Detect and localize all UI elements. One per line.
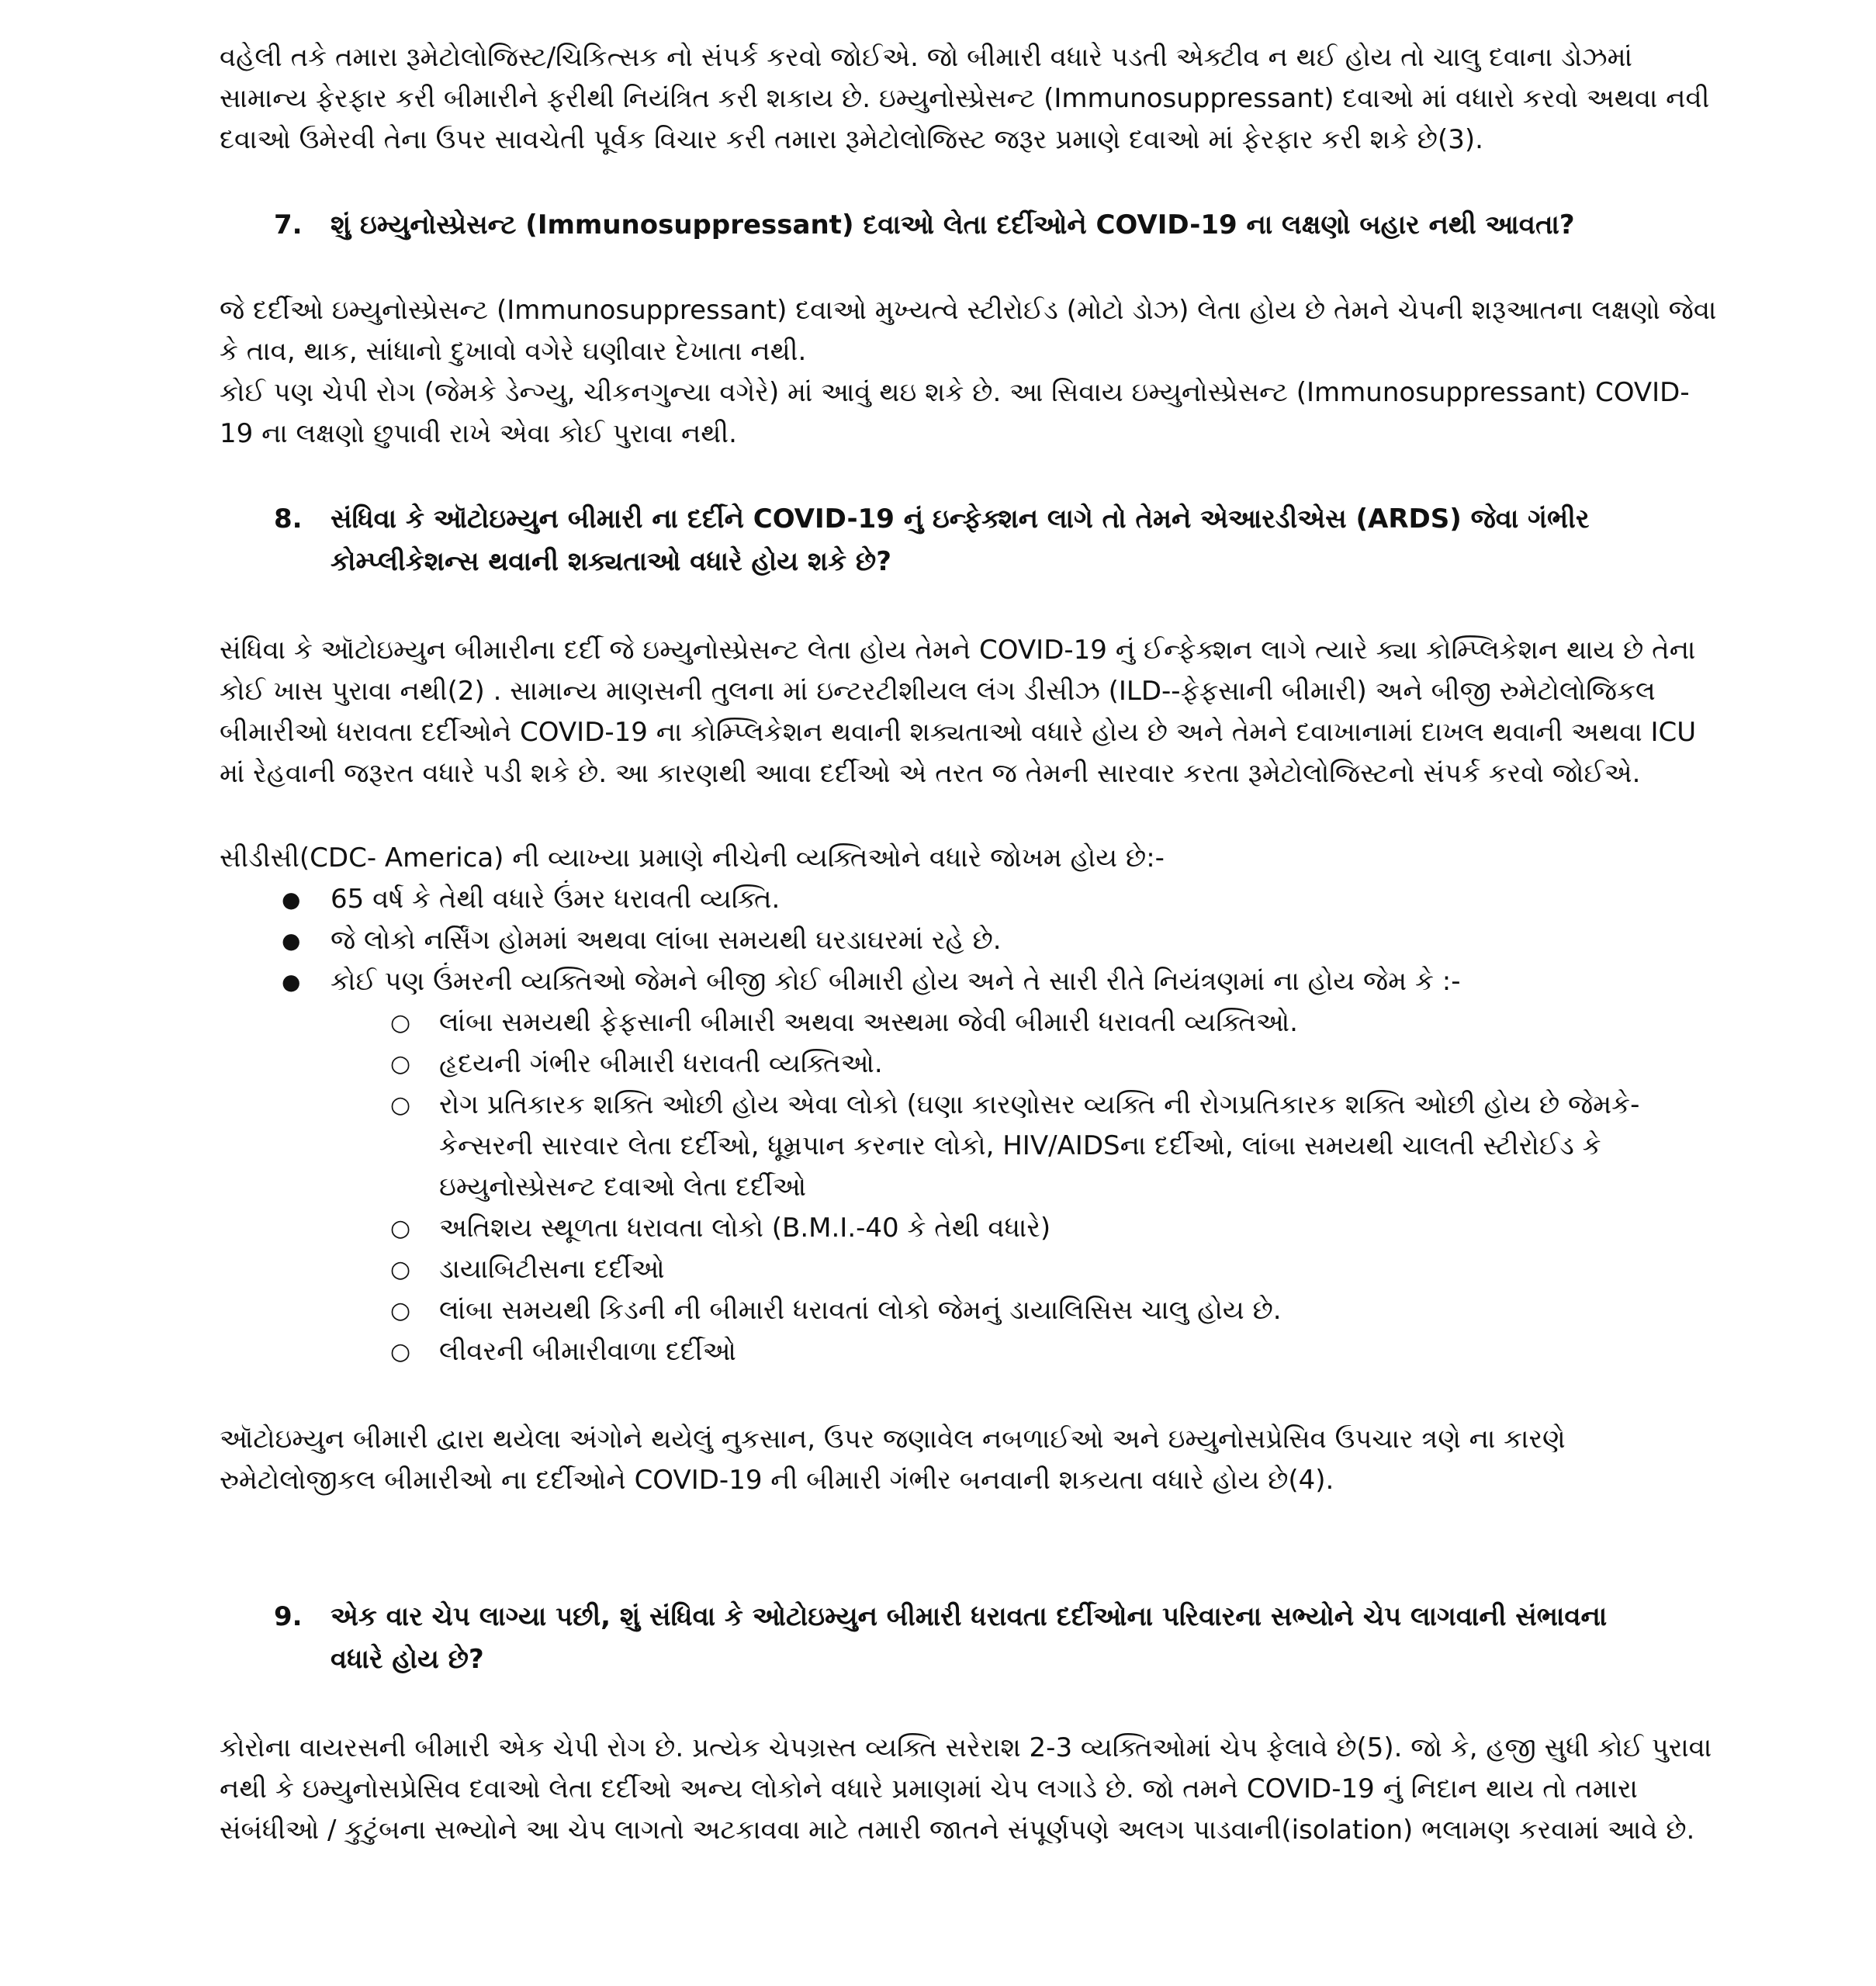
list-item-text: 65 વર્ષ કે તેથી વધારે ઉંમર ધરાવતી વ્યક્તિ. (331, 884, 781, 915)
question-9-heading (220, 1596, 1721, 1681)
answer-8-paragraph-3: ઑટોઇમ્યુન બીમારી દ્વારા થયેલા અંગોને થયેલું નુકસાન, ઉપર જણાવેલ નબળાઈઓ અને ઇમ્યુનોસપ્રેસિવ ઉપચાર ત્રણે ના કારણે રુમેટોલોજીકલ બીમારીઓ ના દર્દીઓને COVID-19 ની બીમારી ગંભીર બનવાની શકયતા વધારે હોય છે(4). (220, 1424, 1566, 1496)
sublist-item (220, 1208, 1721, 1249)
sublist-item-text: લાંબા સમયથી ફેફસાની બીમારી અથવા અસ્થમા જેવી બીમારી ધરાવતી વ્યક્તિઓ. (439, 1007, 1298, 1038)
answer-7-paragraph-1: જે દર્દીઓ ઇમ્યુનોસ્પ્રેસન્ટ (Immunosuppressant) દવાઓ મુખ્યત્વે સ્ટીરોઈડ (મોટો ડોઝ) લેતા હોય છે તેમને ચેપની શરૂઆતના લક્ષણો જેવા કે તાવ, થાક, સાંધાનો દુખાવો વગેરે ઘણીવાર દેખાતા નથી. (220, 295, 1717, 367)
list-item (220, 920, 1721, 961)
sublist-item-text: અતિશય સ્થૂળતા ધરાવતા લોકો (B.M.I.-40 કે તેથી વધારે) (439, 1213, 1051, 1244)
sublist-item (220, 1085, 1721, 1208)
circle-bullet-icon: ○ (390, 1256, 411, 1283)
question-7-text: શું ઇમ્યુનોસ્પ્રેસન્ટ (Immunosuppressant) દવાઓ લેતા દર્દીઓને COVID-19 ના લક્ષણો બહાર નથી આવતા? (331, 209, 1575, 240)
answer-9-paragraph-1: કોરોના વાયરસની બીમારી એક ચેપી રોગ છે. પ્રત્યેક ચેપગ્રસ્ત વ્યક્તિ સરેરાશ 2-3 વ્યક્તિઓમાં ચેપ ફેલાવે છે(5). જો કે, હજી સુધી કોઈ પુરાવા નથી કે ઇમ્યુનોસપ્રેસિવ દવાઓ લેતા દર્દીઓ અન્ય લોકોને વધારે પ્રમાણમાં ચેપ લગાડે છે. જો તમને COVID-19 નું નિદાન થાય તો તમારા સંબંધીઓ / કુટુંબના સભ્યોને આ ચેપ લાગતો અટકાવવા માટે તમારી જાતને સંપૂર્ણપણે અલગ પાડવાની(isolation) ભલામણ કરવામાં આવે છે. (220, 1732, 1712, 1846)
bullet-dot-icon: ● (282, 928, 301, 953)
circle-bullet-icon: ○ (390, 1050, 411, 1078)
condition-sublist (331, 1002, 1721, 1372)
list-item (220, 879, 1721, 920)
list-item-text: જે લોકો નર્સિંગ હોમમાં અથવા લાંબા સમયથી ઘરડાઘરમાં રહે છે. (331, 925, 1002, 956)
question-7-heading (220, 204, 1721, 247)
question-8-number: 8. (274, 503, 303, 535)
intro-paragraph: વહેલી તકે તમારા રૂમેટોલોજિસ્ટ/ચિકિત્સક નો સંપર્ક કરવો જોઈએ. જો બીમારી વધારે પડતી એક્ટીવ ન થઈ હોય તો ચાલુ દવાના ડોઝમાં સામાન્ય ફેરફાર કરી બીમારીને ફરીથી નિયંત્રિત કરી શકાય છે. ઇમ્યુનોસ્પ્રેસન્ટ (Immunosuppressant) દવાઓ માં વધારો કરવો અથવા નવી દવાઓ ઉમેરવી તેના ઉપર સાવચેતી પૂર્વક વિચાર કરી તમારા રૂમેટોલોજિસ્ટ જરૂર પ્રમાણે દવાઓ માં ફેરફાર કરી શકે છે(3). (220, 42, 1710, 155)
sublist-item (220, 1331, 1721, 1372)
list-item-text: કોઈ પણ ઉંમરની વ્યક્તિઓ જેમને બીજી કોઈ બીમારી હોય અને તે સારી રીતે નિયંત્રણમાં ના હોય જેમ કે :- (331, 966, 1461, 997)
circle-bullet-icon: ○ (390, 1092, 411, 1119)
bullet-dot-icon: ● (282, 969, 301, 995)
sublist-item (220, 1249, 1721, 1290)
sublist-item-text: લાંબા સમયથી કિડની ની બીમારી ધરાવતાં લોકો જેમનું ડાયાલિસિસ ચાલુ હોય છે. (439, 1295, 1282, 1326)
question-8-heading (220, 498, 1721, 583)
question-9-text: એક વાર ચેપ લાગ્યા પછી, શું સંધિવા કે ઓટોઇમ્યુન બીમારી ધરાવતા દર્દીઓના પરિવારના સભ્યોને ચેપ લાગવાની સંભાવના વધારે હોય છે? (331, 1601, 1608, 1675)
sublist-item-text: લીવરની બીમારીવાળા દર્દીઓ (439, 1336, 736, 1367)
list-item (220, 961, 1721, 1372)
question-7-number: 7. (274, 209, 303, 240)
sublist-item (220, 1290, 1721, 1331)
sublist-item-text: હૃદયની ગંભીર બીમારી ધરાવતી વ્યક્તિઓ. (439, 1048, 883, 1079)
question-8-text: સંધિવા કે ઑટોઇમ્યુન બીમારી ના દર્દીને COVID-19 નું ઇન્ફેક્શન લાગે તો તેમને એઆરડીએસ (ARDS) જેવા ગંભીર કોમ્પ્લીકેશન્સ થવાની શક્યતાઓ વધારે હોય શકે છે? (331, 503, 1590, 577)
bullet-dot-icon: ● (282, 887, 301, 912)
circle-bullet-icon: ○ (390, 1009, 411, 1036)
answer-7-paragraph-2: કોઈ પણ ચેપી રોગ (જેમકે ડેન્ગ્યુ, ચીકનગુન્યા વગેરે) માં આવું થઇ શકે છે. આ સિવાય ઇમ્યુનોસ્પ્રેસન્ટ (Immunosuppressant) COVID-19 ના લક્ષણો છુપાવી રાખે એવા કોઈ પુરાવા નથી. (220, 377, 1690, 449)
sublist-item-text: ડાયાબિટીસના દર્દીઓ (439, 1254, 665, 1285)
circle-bullet-icon: ○ (390, 1338, 411, 1365)
circle-bullet-icon: ○ (390, 1297, 411, 1324)
answer-8-paragraph-2: સીડીસી(CDC- America) ની વ્યાખ્યા પ્રમાણે નીચેની વ્યક્તિઓને વધારે જોખમ હોય છે:- (220, 842, 1165, 874)
question-9-number: 9. (274, 1601, 303, 1632)
sublist-item (220, 1002, 1721, 1043)
sublist-item (220, 1043, 1721, 1085)
sublist-item-text: રોગ પ્રતિકારક શક્તિ ઓછી હોય એવા લોકો (ઘણા કારણોસર વ્યક્તિ ની રોગપ્રતિકારક શક્તિ ઓછી હોય છે જેમકે- કેન્સરની સારવાર લેતા દર્દીઓ, ધૂમ્રપાન કરનાર લોકો, HIV/AIDSના દર્દીઓ, લાંબા સમયથી ચાલતી સ્ટીરોઈડ કે ઇમ્યુનોસ્પ્રેસન્ટ દવાઓ લેતા દર્દીઓ (439, 1089, 1640, 1202)
circle-bullet-icon: ○ (390, 1215, 411, 1242)
answer-8-paragraph-1: સંધિવા કે ઑટોઇમ્યુન બીમારીના દર્દી જે ઇમ્યુનોસ્પ્રેસન્ટ લેતા હોય તેમને COVID-19 નું ઈન્ફેક્શન લાગે ત્યારે ક્યા કોમ્પ્લિકેશન થાય છે તેના કોઈ ખાસ પુરાવા નથી(2) . સામાન્ય માણસની તુલના માં ઇન્ટરટીશીયલ લંગ ડીસીઝ (ILD--ફેફસાની બીમારી) અને બીજી રુમેટોલોજિકલ બીમારીઓ ધરાવતા દર્દીઓને COVID-19 ના કોમ્પ્લિકેશન થવાની શક્યતાઓ વધારે હોય છે અને તેમને દવાખાનામાં દાખલ થવાની અથવા ICU માં રેહવાની જરૂરત વધારે પડી શકે છે. આ કારણથી આવા દર્દીઓ એ તરત જ તેમની સારવાર કરતા રૂમેટોલોજિસ્ટનો સંપર્ક કરવો જોઈએ. (220, 635, 1697, 789)
risk-list (220, 879, 1721, 1372)
